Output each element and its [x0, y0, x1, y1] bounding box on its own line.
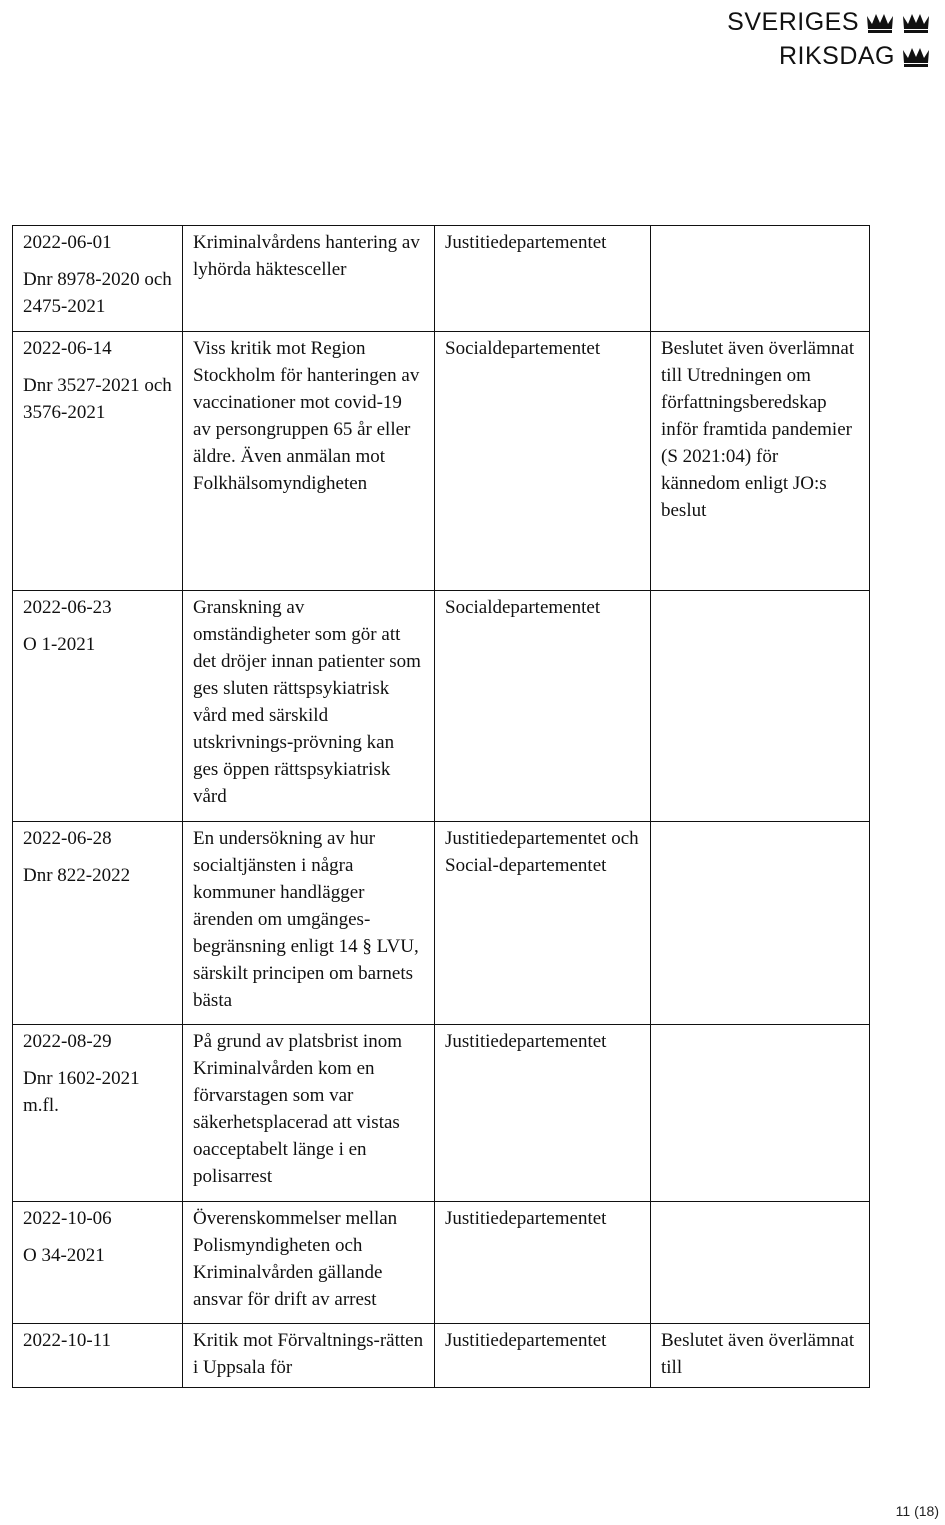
crown-icon [901, 44, 931, 68]
ministry-text: Justitiedepartementet och Social-departementet [445, 828, 639, 876]
note-cell [651, 1324, 870, 1388]
note-cell [651, 1025, 870, 1202]
note-cell [651, 226, 870, 332]
ministry-cell [435, 332, 651, 591]
ministry-text: Socialdepartementet [445, 597, 601, 618]
subject-cell [183, 226, 435, 332]
case-number: Dnr 1602-2021 m.fl. [23, 1068, 140, 1116]
subject-text: En undersökning av hur socialtjänsten i några kommuner handlägger ärenden om umgänges-begränsning enligt 14 § LVU, särskilt principen om barnets bästa [193, 828, 419, 1011]
note-cell [651, 1202, 870, 1324]
ministry-cell [435, 1324, 651, 1388]
table-row [13, 226, 870, 332]
subject-text: På grund av platsbrist inom Kriminalvården kom en förvarstagen som var säkerhetsplacerad att vistas oacceptabelt länge i en polisarrest [193, 1031, 402, 1187]
ministry-text: Socialdepartementet [445, 338, 601, 359]
subject-text: Granskning av omständigheter som gör att det dröjer innan patienter som ges sluten rättspsykiatrisk vård med särskild utskrivnings-prövning kan ges öppen rättspsykiatrisk vård [193, 597, 421, 807]
table-row [13, 1324, 870, 1388]
logo-line-1 [711, 6, 931, 38]
case-number: Dnr 3527-2021 och 3576-2021 [23, 375, 172, 423]
ministry-cell [435, 591, 651, 822]
decision-date: 2022-08-29 [23, 1031, 112, 1052]
crown-icon [901, 10, 931, 34]
table-row [13, 1202, 870, 1324]
subject-text: Överenskommelser mellan Polismyndigheten och Kriminalvården gällande ansvar för drift av arrest [193, 1208, 398, 1310]
logo-line-2 [711, 40, 931, 72]
date-cell [13, 226, 183, 332]
note-text: Beslutet även överlämnat till Utredningen om författningsberedskap inför framtida pandemier (S 2021:04) för kännedom enligt JO:s beslut [661, 338, 855, 521]
decisions-table [12, 225, 870, 1388]
decision-date: 2022-06-23 [23, 597, 112, 618]
subject-cell [183, 591, 435, 822]
crown-icon [865, 10, 895, 34]
subject-cell [183, 1324, 435, 1388]
ministry-cell [435, 822, 651, 1025]
table-row [13, 591, 870, 822]
case-number: Dnr 8978-2020 och 2475-2021 [23, 269, 172, 317]
subject-cell [183, 1025, 435, 1202]
date-cell [13, 822, 183, 1025]
subject-cell [183, 1202, 435, 1324]
ministry-cell [435, 1202, 651, 1324]
ministry-text: Justitiedepartementet [445, 1208, 607, 1229]
table-row [13, 332, 870, 591]
ministry-cell [435, 226, 651, 332]
ministry-cell [435, 1025, 651, 1202]
note-text: Beslutet även överlämnat till [661, 1330, 855, 1378]
subject-text: Kriminalvårdens hantering av lyhörda häktesceller [193, 232, 420, 280]
note-cell [651, 591, 870, 822]
ministry-text: Justitiedepartementet [445, 1330, 607, 1351]
decision-date: 2022-10-06 [23, 1208, 112, 1229]
case-number: Dnr 822-2022 [23, 865, 131, 886]
logo-text-riksdag: RIKSDAG [778, 42, 895, 70]
riksdag-logo [711, 6, 931, 72]
note-cell [651, 822, 870, 1025]
decision-date: 2022-06-28 [23, 828, 112, 849]
subject-text: Viss kritik mot Region Stockholm för hanteringen av vaccinationer mot covid-19 av persongruppen 65 år eller äldre. Även anmälan mot Folkhälsomyndigheten [193, 338, 420, 494]
subject-text: Kritik mot Förvaltnings-rätten i Uppsala för [193, 1330, 424, 1378]
case-number: O 34-2021 [23, 1245, 105, 1266]
logo-text-sveriges: SVERIGES [727, 8, 859, 36]
subject-cell [183, 822, 435, 1025]
date-cell [13, 1025, 183, 1202]
table-row [13, 1025, 870, 1202]
decision-date: 2022-10-11 [23, 1330, 111, 1351]
page-number: 11 (18) [895, 1503, 939, 1519]
date-cell [13, 591, 183, 822]
decision-date: 2022-06-01 [23, 232, 112, 253]
note-cell [651, 332, 870, 591]
date-cell [13, 332, 183, 591]
ministry-text: Justitiedepartementet [445, 232, 607, 253]
case-number: O 1-2021 [23, 634, 96, 655]
decision-date: 2022-06-14 [23, 338, 112, 359]
date-cell [13, 1202, 183, 1324]
ministry-text: Justitiedepartementet [445, 1031, 607, 1052]
subject-cell [183, 332, 435, 591]
date-cell [13, 1324, 183, 1388]
table-row [13, 822, 870, 1025]
